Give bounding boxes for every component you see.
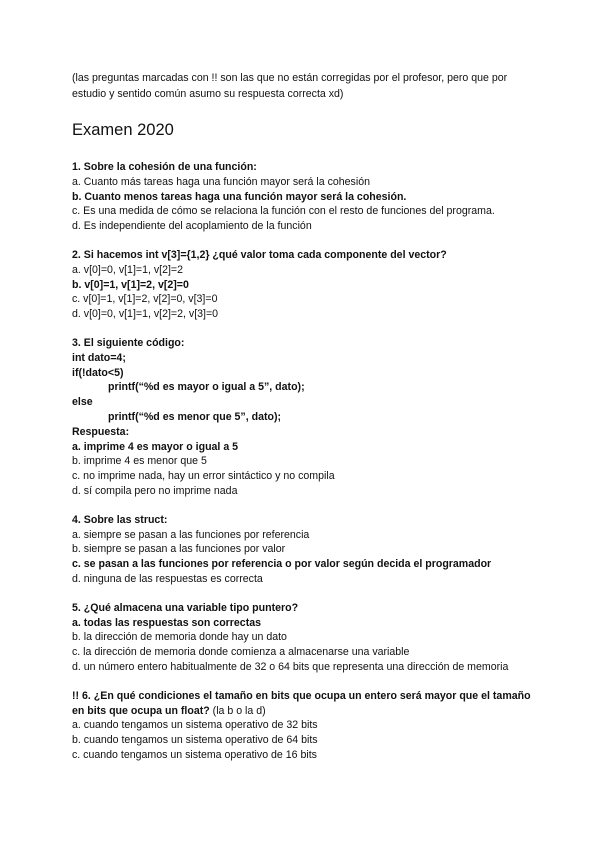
question-block <box>72 160 532 234</box>
answer-label: Respuesta: <box>72 425 130 438</box>
question-title-text: 1. Sobre la cohesión de una función: <box>72 161 257 173</box>
question-title <box>72 160 532 175</box>
question-block <box>72 248 532 322</box>
question-title-text: 4. Sobre las struct: <box>72 513 168 526</box>
question-block <box>72 689 532 763</box>
question-title <box>72 601 532 616</box>
code-line: if(!dato<5) <box>72 366 124 379</box>
answer-option: b. Cuanto menos tareas haga una función mayor será la cohesión. <box>72 190 407 203</box>
code-line: printf(“%d es menor que 5”, dato); <box>108 410 282 423</box>
answer-option: a. v[0]=0, v[1]=1, v[2]=2 <box>72 263 184 276</box>
answer-option: d. sí compila pero no imprime nada <box>72 484 238 497</box>
answer-option: c. Es una medida de cómo se relaciona la función con el resto de funciones del programa. <box>72 205 495 218</box>
answer-option: b. la dirección de memoria donde hay un dato <box>72 631 287 644</box>
question-title-text: 3. El siguiente código: <box>72 336 185 349</box>
answer-option: a. imprime 4 es mayor o igual a 5 <box>72 440 239 453</box>
answer-option: c. la dirección de memoria donde comienza a almacenarse una variable <box>72 646 410 659</box>
answer-option: c. v[0]=1, v[1]=2, v[2]=0, v[3]=0 <box>72 293 218 306</box>
question-list <box>72 160 532 763</box>
code-line: printf(“%d es mayor o igual a 5”, dato); <box>108 381 305 394</box>
question-block <box>72 513 532 587</box>
question-title <box>72 689 532 719</box>
answer-option: a. todas las respuestas son correctas <box>72 616 262 629</box>
question-title <box>72 513 532 528</box>
question-title <box>72 336 532 351</box>
answer-option: d. un número entero habitualmente de 32 o 64 bits que representa una dirección de memoria <box>72 660 509 673</box>
answer-option: d. ninguna de las respuestas es correcta <box>72 572 263 585</box>
answer-option: c. no imprime nada, hay un error sintáctico y no compila <box>72 470 335 483</box>
answer-option: c. se pasan a las funciones por referencia o por valor según decida el programador <box>72 558 492 571</box>
answer-option: b. imprime 4 es menor que 5 <box>72 455 207 468</box>
intro-note: (las preguntas marcadas con !! son las que no están corregidas por el profesor, pero que por estudio y sentido común asumo su respuesta correcta xd) <box>72 72 508 100</box>
question-title-text: 5. ¿Qué almacena una variable tipo puntero? <box>72 601 299 614</box>
answer-option: b. v[0]=1, v[1]=2, v[2]=0 <box>72 278 189 291</box>
answer-option: b. siempre se pasan a las funciones por valor <box>72 543 286 556</box>
answer-option: a. siempre se pasan a las funciones por referencia <box>72 528 310 541</box>
question-title-note: (la b o la d) <box>209 704 266 717</box>
answer-option: d. v[0]=0, v[1]=1, v[2]=2, v[3]=0 <box>72 308 219 321</box>
question-block <box>72 601 532 675</box>
question-block <box>72 336 532 499</box>
question-title-text: 2. Si hacemos int v[3]={1,2} ¿qué valor toma cada componente del vector? <box>72 248 447 261</box>
answer-option: d. Es independiente del acoplamiento de la función <box>72 220 312 233</box>
document-page <box>72 70 532 777</box>
question-title <box>72 248 532 263</box>
answer-option: a. cuando tengamos un sistema operativo de 32 bits <box>72 719 318 732</box>
question-title-text: !! 6. ¿En qué condiciones el tamaño en bits que ocupa un entero será mayor que el tamaño en bits que ocupa un float? <box>72 689 534 717</box>
code-line: else <box>72 396 93 409</box>
answer-option: b. cuando tengamos un sistema operativo de 64 bits <box>72 734 318 747</box>
answer-option: c. cuando tengamos un sistema operativo de 16 bits <box>72 748 317 761</box>
code-line: int dato=4; <box>72 351 126 364</box>
answer-option: a. Cuanto más tareas haga una función mayor será la cohesión <box>72 175 370 188</box>
exam-title: Examen 2020 <box>72 121 174 139</box>
